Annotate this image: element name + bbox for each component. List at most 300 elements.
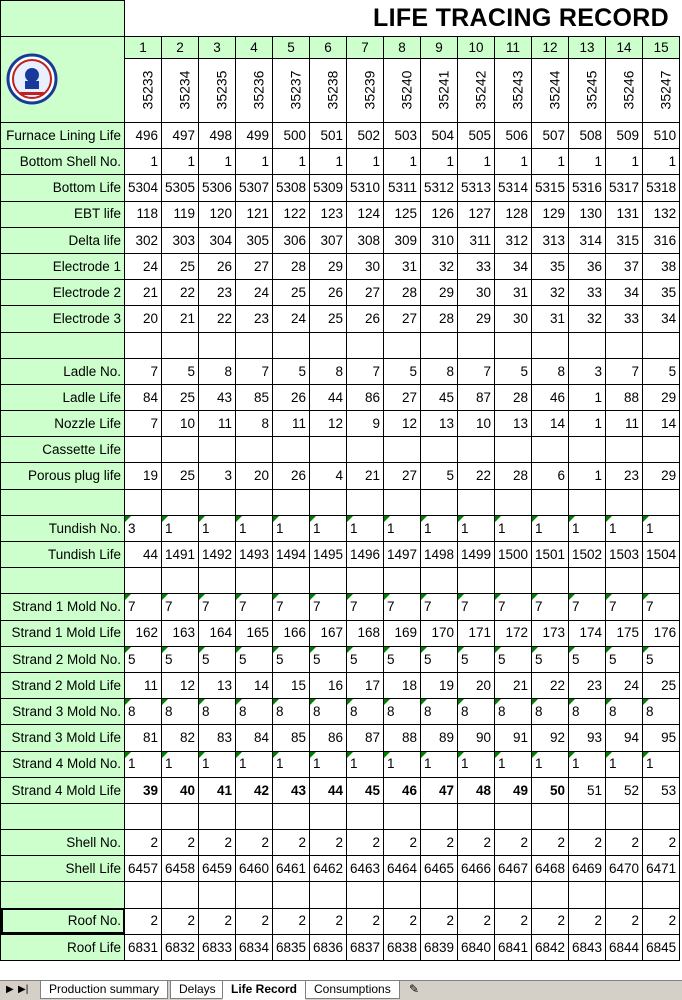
data-cell[interactable]: 1 [162,515,199,541]
data-cell[interactable]: 2 [495,830,532,856]
row-label[interactable]: Delta life [1,227,125,253]
data-cell[interactable]: 25 [162,463,199,489]
data-cell[interactable]: 5306 [199,175,236,201]
data-cell[interactable]: 125 [384,201,421,227]
data-cell[interactable]: 8 [606,699,643,725]
data-cell[interactable]: 3 [125,515,162,541]
data-cell[interactable]: 7 [162,594,199,620]
data-cell[interactable]: 5 [643,646,680,672]
spacer-cell[interactable] [125,882,162,908]
data-cell[interactable]: 8 [495,699,532,725]
data-cell[interactable]: 35 [532,253,569,279]
data-cell[interactable]: 1494 [273,542,310,568]
data-cell[interactable]: 6460 [236,856,273,882]
data-cell[interactable]: 7 [347,358,384,384]
spacer-cell[interactable] [236,803,273,829]
data-cell[interactable]: 169 [384,620,421,646]
heat-number-cell[interactable] [643,59,680,123]
spacer-cell[interactable] [532,803,569,829]
data-cell[interactable]: 6463 [347,856,384,882]
data-cell[interactable]: 5 [125,646,162,672]
data-cell[interactable]: 28 [384,280,421,306]
data-cell[interactable]: 8 [458,699,495,725]
data-cell[interactable]: 6457 [125,856,162,882]
data-cell[interactable]: 22 [532,672,569,698]
data-cell[interactable]: 25 [273,280,310,306]
data-cell[interactable]: 49 [495,777,532,803]
data-cell[interactable]: 7 [569,594,606,620]
data-cell[interactable]: 26 [273,384,310,410]
data-cell[interactable]: 5 [236,646,273,672]
spacer-cell[interactable] [458,489,495,515]
data-cell[interactable]: 6838 [384,934,421,960]
data-cell[interactable]: 6464 [384,856,421,882]
heat-number-cell[interactable] [421,59,458,123]
spacer-cell[interactable] [347,882,384,908]
data-cell[interactable]: 8 [532,699,569,725]
spacer-label-cell[interactable] [1,489,125,515]
data-cell[interactable]: 16 [310,672,347,698]
spacer-cell[interactable] [125,568,162,594]
data-cell[interactable]: 174 [569,620,606,646]
data-cell[interactable]: 87 [347,725,384,751]
data-cell[interactable]: 2 [347,908,384,934]
data-cell[interactable] [236,437,273,463]
data-cell[interactable]: 2 [421,908,458,934]
data-cell[interactable]: 5308 [273,175,310,201]
data-cell[interactable]: 2 [606,830,643,856]
data-cell[interactable]: 26 [199,253,236,279]
data-cell[interactable]: 2 [236,830,273,856]
data-cell[interactable] [421,437,458,463]
spacer-cell[interactable] [199,882,236,908]
data-cell[interactable]: 14 [532,411,569,437]
data-cell[interactable]: 506 [495,123,532,149]
heat-number-cell[interactable] [236,59,273,123]
spacer-label-cell[interactable] [1,332,125,358]
data-cell[interactable]: 5 [495,358,532,384]
data-cell[interactable]: 93 [569,725,606,751]
data-cell[interactable]: 5 [495,646,532,672]
data-cell[interactable]: 7 [236,594,273,620]
data-cell[interactable]: 129 [532,201,569,227]
data-cell[interactable]: 3 [199,463,236,489]
spacer-cell[interactable] [495,882,532,908]
data-cell[interactable]: 1 [162,751,199,777]
spacer-cell[interactable] [310,332,347,358]
spacer-cell[interactable] [199,332,236,358]
spacer-cell[interactable] [532,489,569,515]
tab-scroll-last-icon[interactable]: ▶| [18,984,29,995]
data-cell[interactable]: 21 [495,672,532,698]
data-cell[interactable]: 173 [532,620,569,646]
spacer-cell[interactable] [125,489,162,515]
data-cell[interactable]: 21 [125,280,162,306]
data-cell[interactable]: 6836 [310,934,347,960]
tab-life-record[interactable]: Life Record [222,981,306,1000]
data-cell[interactable]: 7 [125,594,162,620]
spacer-cell[interactable] [125,332,162,358]
data-cell[interactable]: 314 [569,227,606,253]
data-cell[interactable]: 6470 [606,856,643,882]
data-cell[interactable]: 34 [606,280,643,306]
row-label[interactable]: Strand 2 Mold Life [1,672,125,698]
heat-number-cell[interactable] [310,59,347,123]
spacer-cell[interactable] [384,882,421,908]
data-cell[interactable]: 496 [125,123,162,149]
data-cell[interactable]: 29 [458,306,495,332]
spacer-cell[interactable] [384,568,421,594]
data-cell[interactable]: 6466 [458,856,495,882]
data-cell[interactable]: 1 [125,751,162,777]
data-cell[interactable]: 1 [569,515,606,541]
data-cell[interactable]: 46 [532,384,569,410]
title-cell[interactable] [125,1,680,37]
data-cell[interactable]: 11 [125,672,162,698]
data-cell[interactable]: 9 [347,411,384,437]
data-cell[interactable]: 510 [643,123,680,149]
data-cell[interactable]: 34 [643,306,680,332]
row-label[interactable]: Furnace Lining Life [1,123,125,149]
data-cell[interactable]: 83 [199,725,236,751]
data-cell[interactable]: 81 [125,725,162,751]
data-cell[interactable]: 5 [532,646,569,672]
data-cell[interactable]: 28 [495,463,532,489]
column-number[interactable]: 5 [273,37,310,59]
data-cell[interactable]: 13 [421,411,458,437]
row-label[interactable]: Strand 1 Mold No. [1,594,125,620]
spacer-cell[interactable] [162,803,199,829]
data-cell[interactable]: 176 [643,620,680,646]
spacer-cell[interactable] [569,332,606,358]
data-cell[interactable]: 498 [199,123,236,149]
data-cell[interactable]: 5310 [347,175,384,201]
data-cell[interactable]: 8 [532,358,569,384]
data-cell[interactable]: 313 [532,227,569,253]
data-cell[interactable]: 7 [347,594,384,620]
row-label[interactable]: Strand 1 Mold Life [1,620,125,646]
data-cell[interactable]: 95 [643,725,680,751]
data-cell[interactable]: 86 [310,725,347,751]
spacer-cell[interactable] [458,882,495,908]
data-cell[interactable]: 27 [347,280,384,306]
heat-number-cell[interactable] [532,59,569,123]
heat-number-cell[interactable] [606,59,643,123]
row-label[interactable]: Cassette Life [1,437,125,463]
data-cell[interactable]: 6841 [495,934,532,960]
data-cell[interactable]: 2 [532,908,569,934]
data-cell[interactable]: 118 [125,201,162,227]
data-cell[interactable]: 2 [199,908,236,934]
spacer-cell[interactable] [643,882,680,908]
data-cell[interactable]: 5 [162,358,199,384]
data-cell[interactable] [310,437,347,463]
spacer-cell[interactable] [643,803,680,829]
data-cell[interactable]: 509 [606,123,643,149]
data-cell[interactable]: 36 [569,253,606,279]
data-cell[interactable]: 8 [421,699,458,725]
data-cell[interactable]: 30 [495,306,532,332]
data-cell[interactable]: 1 [273,149,310,175]
data-cell[interactable]: 45 [421,384,458,410]
data-cell[interactable]: 85 [273,725,310,751]
spacer-cell[interactable] [643,332,680,358]
data-cell[interactable]: 1 [125,149,162,175]
spacer-cell[interactable] [458,332,495,358]
data-cell[interactable]: 6833 [199,934,236,960]
data-cell[interactable]: 33 [606,306,643,332]
data-cell[interactable]: 15 [273,672,310,698]
row-label[interactable]: EBT life [1,201,125,227]
row-label[interactable]: Tundish Life [1,542,125,568]
tab-delays[interactable]: Delays [170,981,225,999]
data-cell[interactable]: 6459 [199,856,236,882]
data-cell[interactable]: 5 [458,646,495,672]
data-cell[interactable]: 170 [421,620,458,646]
spacer-cell[interactable] [421,568,458,594]
data-cell[interactable]: 121 [236,201,273,227]
data-cell[interactable]: 28 [421,306,458,332]
data-cell[interactable]: 1 [569,463,606,489]
data-cell[interactable]: 31 [495,280,532,306]
data-cell[interactable]: 20 [458,672,495,698]
data-cell[interactable]: 7 [643,594,680,620]
spacer-cell[interactable] [273,489,310,515]
spacer-cell[interactable] [310,489,347,515]
data-cell[interactable]: 307 [310,227,347,253]
data-cell[interactable]: 1 [199,149,236,175]
spacer-cell[interactable] [495,568,532,594]
data-cell[interactable]: 124 [347,201,384,227]
data-cell[interactable]: 1 [236,149,273,175]
data-cell[interactable]: 6469 [569,856,606,882]
data-cell[interactable]: 86 [347,384,384,410]
data-cell[interactable]: 6835 [273,934,310,960]
heat-number-cell[interactable] [125,59,162,123]
data-cell[interactable]: 2 [347,830,384,856]
data-cell[interactable]: 166 [273,620,310,646]
data-cell[interactable]: 94 [606,725,643,751]
column-number[interactable]: 4 [236,37,273,59]
spacer-label-cell[interactable] [1,882,125,908]
data-cell[interactable]: 508 [569,123,606,149]
data-cell[interactable]: 309 [384,227,421,253]
data-cell[interactable]: 168 [347,620,384,646]
data-cell[interactable]: 5307 [236,175,273,201]
data-cell[interactable]: 1 [310,149,347,175]
data-cell[interactable]: 14 [643,411,680,437]
spacer-cell[interactable] [236,489,273,515]
spacer-cell[interactable] [273,803,310,829]
data-cell[interactable]: 2 [273,908,310,934]
data-cell[interactable]: 8 [421,358,458,384]
spacer-cell[interactable] [384,332,421,358]
data-cell[interactable]: 5309 [310,175,347,201]
data-cell[interactable]: 10 [458,411,495,437]
data-cell[interactable]: 1 [643,751,680,777]
data-cell[interactable]: 1 [569,384,606,410]
data-cell[interactable] [569,437,606,463]
data-cell[interactable]: 127 [458,201,495,227]
data-cell[interactable]: 2 [310,830,347,856]
column-number[interactable]: 11 [495,37,532,59]
spacer-cell[interactable] [532,882,569,908]
data-cell[interactable]: 6458 [162,856,199,882]
data-cell[interactable]: 311 [458,227,495,253]
data-cell[interactable]: 2 [162,830,199,856]
data-cell[interactable]: 92 [532,725,569,751]
data-cell[interactable]: 29 [310,253,347,279]
data-cell[interactable]: 1 [347,515,384,541]
data-cell[interactable]: 35 [643,280,680,306]
data-cell[interactable] [384,437,421,463]
data-cell[interactable]: 7 [199,594,236,620]
row-label[interactable]: Bottom Shell No. [1,149,125,175]
data-cell[interactable] [532,437,569,463]
data-cell[interactable]: 25 [162,253,199,279]
data-cell[interactable]: 22 [162,280,199,306]
data-cell[interactable]: 132 [643,201,680,227]
spacer-cell[interactable] [421,332,458,358]
data-cell[interactable]: 6843 [569,934,606,960]
data-cell[interactable]: 2 [273,830,310,856]
data-cell[interactable]: 8 [384,699,421,725]
data-cell[interactable]: 24 [236,280,273,306]
spacer-cell[interactable] [199,568,236,594]
tab-scroll-next-icon[interactable]: ▶ [6,984,14,995]
data-cell[interactable]: 31 [384,253,421,279]
column-number[interactable]: 6 [310,37,347,59]
spacer-cell[interactable] [236,882,273,908]
data-cell[interactable]: 1495 [310,542,347,568]
data-cell[interactable] [643,437,680,463]
data-cell[interactable]: 1 [421,149,458,175]
data-cell[interactable]: 172 [495,620,532,646]
row-label[interactable]: Tundish No. [1,515,125,541]
data-cell[interactable]: 50 [532,777,569,803]
row-label[interactable]: Roof No. [1,908,125,934]
data-cell[interactable]: 5 [384,358,421,384]
data-cell[interactable]: 8 [569,699,606,725]
data-cell[interactable]: 6471 [643,856,680,882]
data-cell[interactable]: 25 [643,672,680,698]
data-cell[interactable]: 8 [199,699,236,725]
data-cell[interactable]: 13 [199,672,236,698]
data-cell[interactable]: 27 [384,384,421,410]
data-cell[interactable]: 52 [606,777,643,803]
data-cell[interactable]: 24 [273,306,310,332]
spacer-cell[interactable] [162,489,199,515]
data-cell[interactable]: 2 [162,908,199,934]
data-cell[interactable]: 6 [532,463,569,489]
spacer-cell[interactable] [162,882,199,908]
data-cell[interactable]: 84 [125,384,162,410]
data-cell[interactable]: 6461 [273,856,310,882]
data-cell[interactable]: 5 [643,358,680,384]
data-cell[interactable]: 30 [347,253,384,279]
data-cell[interactable]: 2 [606,908,643,934]
data-cell[interactable]: 26 [310,280,347,306]
data-cell[interactable]: 44 [310,384,347,410]
data-cell[interactable]: 2 [458,908,495,934]
spacer-cell[interactable] [273,332,310,358]
column-number[interactable]: 9 [421,37,458,59]
spacer-cell[interactable] [347,803,384,829]
spacer-cell[interactable] [162,568,199,594]
data-cell[interactable]: 316 [643,227,680,253]
data-cell[interactable]: 5318 [643,175,680,201]
data-cell[interactable]: 5 [310,646,347,672]
data-cell[interactable]: 8 [643,699,680,725]
row-label[interactable]: Electrode 2 [1,280,125,306]
spacer-cell[interactable] [310,803,347,829]
data-cell[interactable]: 1 [310,515,347,541]
data-cell[interactable]: 40 [162,777,199,803]
data-cell[interactable]: 6839 [421,934,458,960]
data-cell[interactable]: 18 [384,672,421,698]
data-cell[interactable]: 32 [569,306,606,332]
data-cell[interactable] [199,437,236,463]
data-cell[interactable]: 1 [236,751,273,777]
spacer-cell[interactable] [606,489,643,515]
data-cell[interactable]: 308 [347,227,384,253]
row-label[interactable]: Bottom Life [1,175,125,201]
data-cell[interactable]: 1 [384,515,421,541]
spacer-cell[interactable] [495,803,532,829]
data-cell[interactable]: 8 [236,699,273,725]
row-label[interactable]: Nozzle Life [1,411,125,437]
data-cell[interactable]: 5312 [421,175,458,201]
data-cell[interactable] [162,437,199,463]
data-cell[interactable]: 6465 [421,856,458,882]
data-cell[interactable]: 1493 [236,542,273,568]
data-cell[interactable]: 27 [384,306,421,332]
data-cell[interactable]: 4 [310,463,347,489]
row-label[interactable]: Strand 3 Mold Life [1,725,125,751]
row-label[interactable]: Electrode 3 [1,306,125,332]
data-cell[interactable]: 85 [236,384,273,410]
data-cell[interactable]: 305 [236,227,273,253]
data-cell[interactable]: 8 [162,699,199,725]
column-number[interactable]: 12 [532,37,569,59]
data-cell[interactable]: 8 [236,411,273,437]
spacer-cell[interactable] [495,489,532,515]
data-cell[interactable]: 28 [273,253,310,279]
data-cell[interactable]: 502 [347,123,384,149]
data-cell[interactable]: 2 [643,830,680,856]
spacer-cell[interactable] [199,489,236,515]
data-cell[interactable]: 34 [495,253,532,279]
column-number[interactable]: 13 [569,37,606,59]
column-number[interactable]: 2 [162,37,199,59]
data-cell[interactable]: 7 [532,594,569,620]
data-cell[interactable]: 10 [162,411,199,437]
data-cell[interactable]: 8 [125,699,162,725]
spacer-cell[interactable] [273,568,310,594]
data-cell[interactable]: 119 [162,201,199,227]
data-cell[interactable]: 7 [273,594,310,620]
data-cell[interactable]: 44 [125,542,162,568]
spacer-cell[interactable] [310,568,347,594]
row-label[interactable]: Strand 3 Mold No. [1,699,125,725]
data-cell[interactable]: 1 [236,515,273,541]
heat-number-cell[interactable] [384,59,421,123]
data-cell[interactable]: 2 [199,830,236,856]
data-cell[interactable]: 8 [199,358,236,384]
data-cell[interactable]: 11 [606,411,643,437]
data-cell[interactable] [125,437,162,463]
data-cell[interactable]: 1 [199,751,236,777]
